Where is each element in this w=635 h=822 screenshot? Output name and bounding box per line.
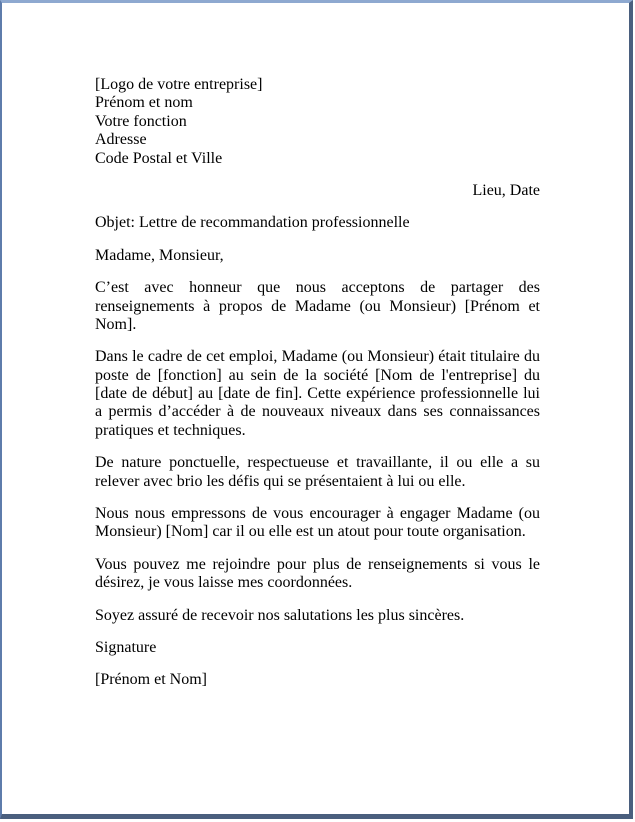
paragraph-5 [95,556,540,593]
sender-city: Code Postal et Ville [95,149,223,167]
paragraph-line: poste de [fonction] au sein de la société [Nom de l'entreprise] du [95,366,540,384]
paragraph-line: Soyez assuré de recevoir nos salutations les plus sincères. [95,606,465,624]
salutation: Madame, Monsieur, [95,246,224,264]
signature-label: Signature [95,638,157,656]
sender-role: Votre fonction [95,112,187,130]
subject-line: Objet: Lettre de recommandation professionnelle [95,214,410,232]
paragraph-4 [95,505,540,542]
paragraph-line: Dans le cadre de cet emploi, Madame (ou Monsieur) était titulaire du [95,348,540,366]
sender-logo-placeholder: [Logo de votre entreprise] [95,76,263,93]
paragraph-line: Monsieur) [Nom] car il ou elle est un atout pour toute organisation. [95,523,526,541]
sender-block [95,76,540,168]
paragraph-line: De nature ponctuelle, respectueuse et travaillante, il ou elle a su [95,454,540,472]
paragraph-2 [95,348,540,440]
paragraph-line: désirez, je vous laisse mes coordonnées. [95,574,353,592]
paragraph-line: Vous pouvez me rejoindre pour plus de renseignements si vous le [95,555,540,573]
paragraph-line: Nom]. [95,315,137,333]
sender-name: Prénom et nom [95,94,193,112]
sender-address: Adresse [95,131,147,149]
signature-name: [Prénom et Nom] [95,671,207,689]
paragraph-line: pratiques et techniques. [95,421,246,439]
paragraph-line: relever avec brio les défis qui se présentaient à lui ou elle. [95,472,466,490]
paragraph-1 [95,279,540,334]
paragraph-line: a permis d’accéder à de nouveaux niveaux dans ses connaissances [95,403,540,421]
paragraph-line: C’est avec honneur que nous acceptons de partager des [95,279,540,297]
paragraph-line: renseignements à propos de Madame (ou Monsieur) [Prénom et [95,297,540,315]
paragraph-6 [95,607,540,625]
letter-content [95,76,540,690]
paragraph-line: [date de début] au [date de fin]. Cette expérience professionnelle lui [95,385,540,403]
paragraph-line: Nous nous empressons de vous encourager à engager Madame (ou [95,505,540,523]
paragraph-3 [95,454,540,491]
place-date: Lieu, Date [472,181,540,199]
